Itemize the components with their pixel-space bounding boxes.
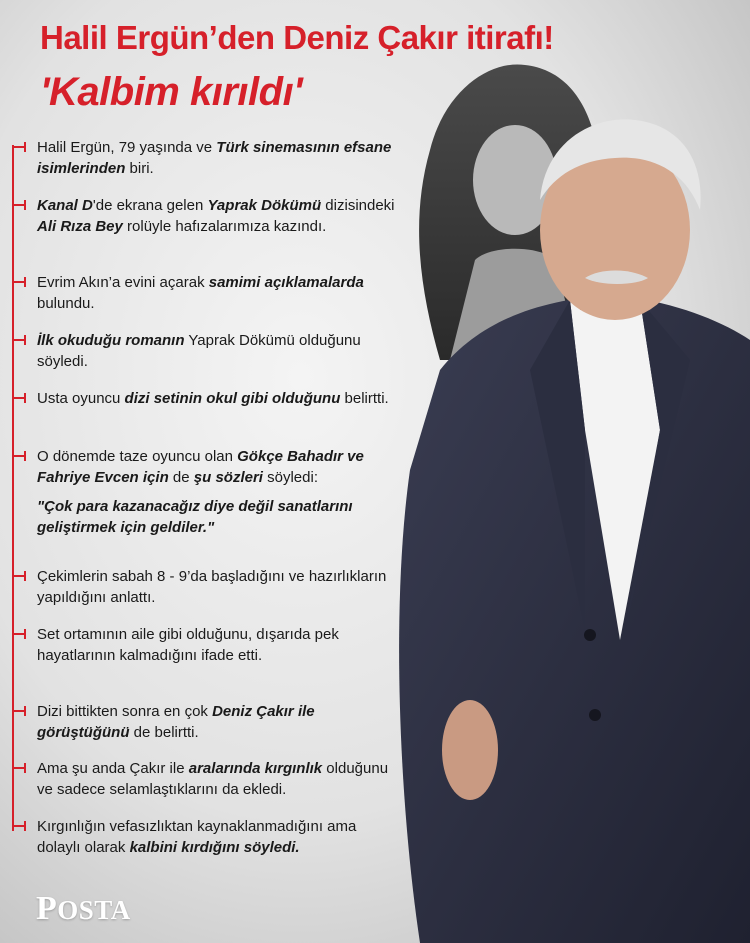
timeline-item-text — [37, 566, 400, 608]
plain-text: rolüyle hafızalarımıza kazındı. — [122, 218, 327, 235]
timeline-tick-cap — [24, 571, 26, 581]
plain-text: de — [168, 469, 194, 486]
plain-text: dizisindeki — [321, 197, 395, 214]
timeline-item-text — [37, 701, 400, 743]
timeline-item — [0, 701, 400, 743]
emphasis-text: dizi setinin okul gibi olduğunu — [124, 390, 341, 407]
emphasis-text: Yaprak Dökümü — [207, 197, 322, 214]
timeline-tick-cap — [24, 629, 26, 639]
timeline-tick-cap — [24, 706, 26, 716]
timeline-item — [0, 624, 400, 666]
plain-text: Ama şu anda Çakır ile — [37, 760, 189, 777]
timeline-tick-cap — [24, 200, 26, 210]
timeline-tick-cap — [24, 142, 26, 152]
plain-text: belirtti. — [340, 390, 389, 407]
timeline-item — [0, 566, 400, 608]
emphasis-text: Ali Rıza Bey — [37, 218, 123, 235]
timeline-tick-cap — [24, 763, 26, 773]
plain-text: Yaprak Dökümü olduğunu söyledi. — [37, 332, 361, 370]
timeline-item — [0, 137, 400, 179]
timeline-item-text — [37, 388, 400, 409]
emphasis-text: Kanal D — [37, 197, 93, 214]
headline: Halil Ergün’den Deniz Çakır itirafı! — [40, 19, 554, 56]
timeline-item-text — [37, 816, 400, 858]
timeline-item — [0, 330, 400, 372]
emphasis-text: Türk sinemasının efsane isimlerinden — [37, 139, 392, 177]
timeline-item — [0, 758, 400, 800]
timeline-tick-cap — [24, 451, 26, 461]
emphasis-text: kalbini kırdığını söyledi. — [129, 839, 300, 856]
timeline-item — [0, 446, 400, 538]
timeline-tick-cap — [24, 277, 26, 287]
posta-logo: POSTA — [36, 890, 131, 927]
emphasis-text: samimi açıklamalarda — [208, 274, 364, 291]
timeline-item — [0, 195, 400, 237]
emphasis-text: aralarında kırgınlık — [188, 760, 323, 777]
emphasis-text: Gökçe Bahadır ve Fahriye Evcen için — [37, 448, 364, 486]
plain-text: bulundu. — [37, 295, 95, 312]
plain-text: biri. — [125, 160, 154, 177]
plain-text: Evrim Akın’a evini açarak — [37, 274, 209, 291]
emphasis-text: şu sözleri — [193, 469, 263, 486]
quote-text: "Çok para kazanacağız diye değil sanatlarını geliştirmek için geldiler." — [37, 498, 353, 536]
timeline-item-text — [37, 272, 400, 314]
man-photo — [370, 110, 750, 943]
plain-text: 'de ekrana gelen — [92, 197, 208, 214]
timeline-item-text — [37, 446, 400, 488]
timeline-tick-cap — [24, 393, 26, 403]
plain-text: O dönemde taze oyuncu olan — [37, 448, 238, 465]
emphasis-text: Deniz Çakır ile görüştüğünü — [37, 703, 315, 741]
plain-text: söyledi: — [262, 469, 318, 486]
timeline-item — [0, 272, 400, 314]
timeline-item — [0, 816, 400, 858]
timeline-tick-cap — [24, 821, 26, 831]
emphasis-text: İlk okuduğu romanın — [37, 332, 185, 349]
plain-text: Dizi bittikten sonra en çok — [37, 703, 213, 720]
timeline-item — [0, 388, 400, 409]
plain-text: Kırgınlığın vefasızlıktan kaynaklanmadığını ama dolaylı olarak — [37, 818, 357, 856]
sub-headline: 'Kalbim kırıldı' — [40, 70, 303, 114]
plain-text: Halil Ergün, 79 yaşında ve — [37, 139, 217, 156]
timeline-item-text — [37, 195, 400, 237]
plain-text: Set ortamının aile gibi olduğunu, dışarıda pek hayatlarının kalmadığını ifade etti. — [37, 626, 339, 664]
timeline-tick-cap — [24, 335, 26, 345]
plain-text: olduğunu ve sadece selamlaştıklarını da ekledi. — [37, 760, 389, 798]
timeline-item-text — [37, 758, 400, 800]
plain-text: Usta oyuncu — [37, 390, 125, 407]
timeline-item-text — [37, 330, 400, 372]
plain-text: de belirtti. — [129, 724, 199, 741]
timeline-item-text — [37, 137, 400, 179]
plain-text: Çekimlerin sabah 8 - 9’da başladığını ve hazırlıkların yapıldığını anlattı. — [37, 568, 387, 606]
timeline-item-text — [37, 624, 400, 666]
